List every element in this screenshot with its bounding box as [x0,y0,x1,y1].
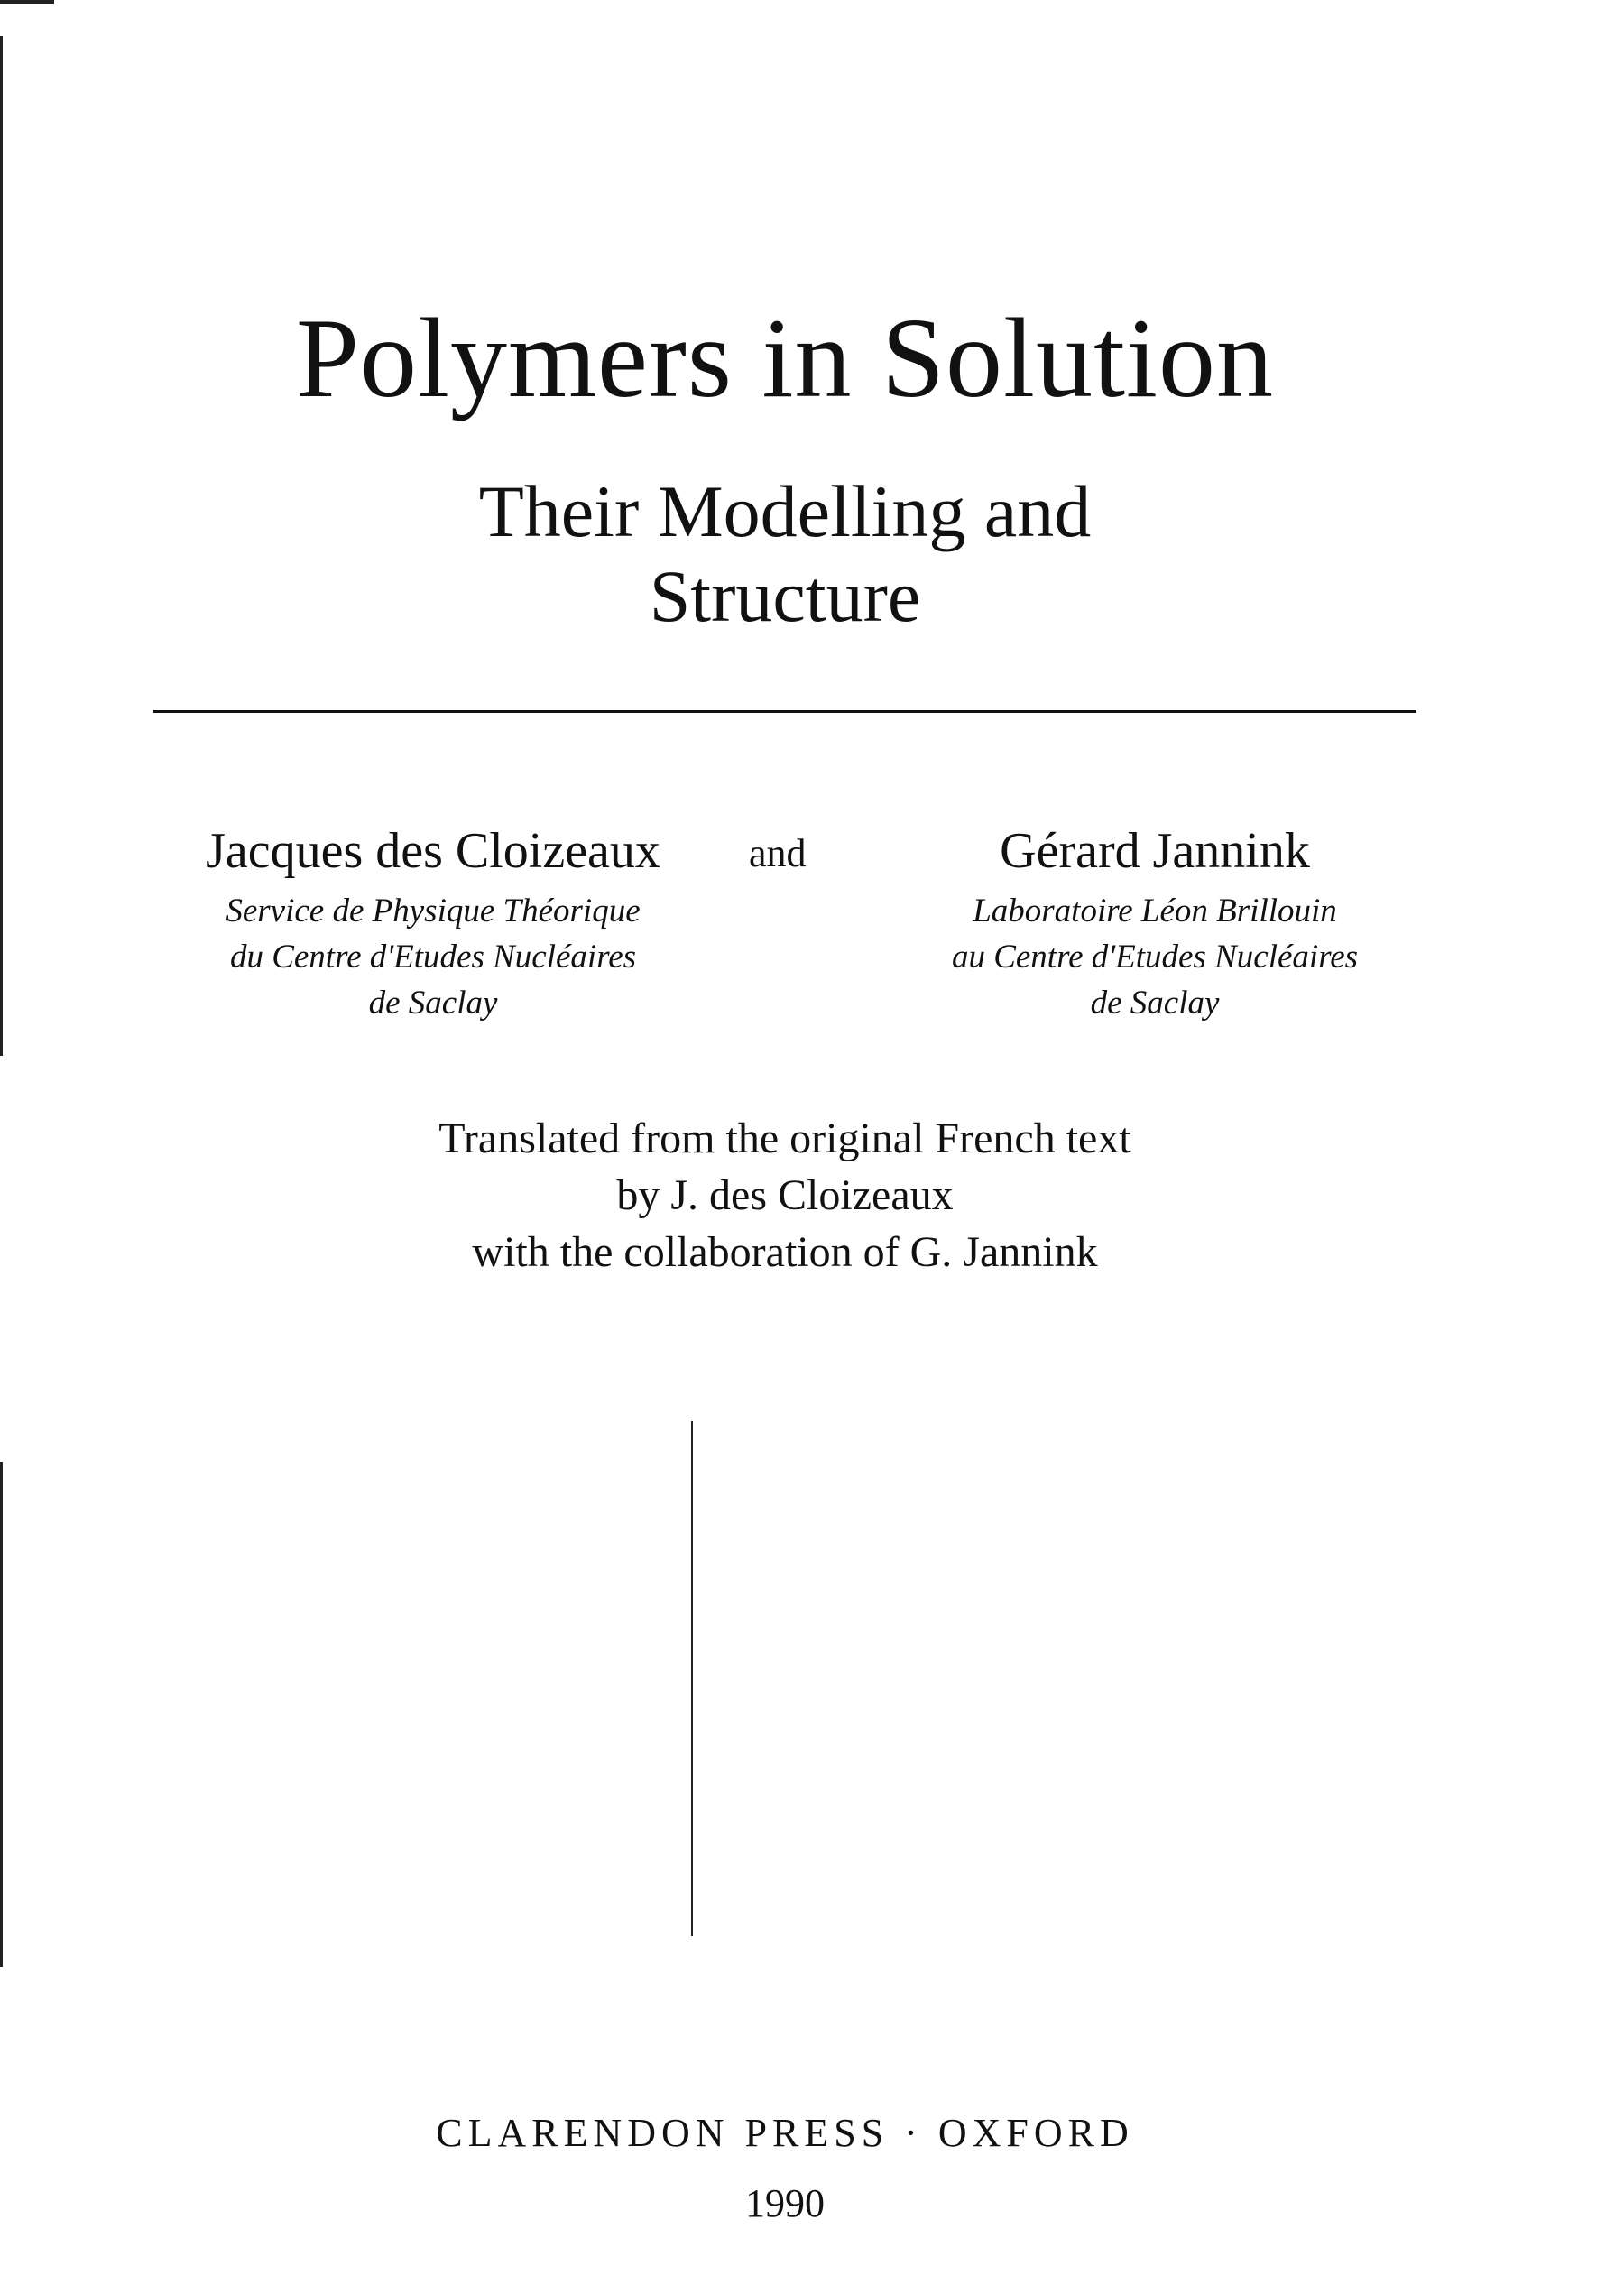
title-divider [153,710,1416,713]
affiliation-line: Service de Physique Théorique [226,893,641,930]
publication-year: 1990 [745,2181,825,2225]
affiliation-line: au Centre d'Etudes Nucléaires [951,939,1359,976]
scan-edge-mark [0,1462,3,1967]
author-affiliation [162,888,704,1026]
affiliation-line: de Saclay [1090,985,1220,1022]
author-block-1 [162,821,704,1026]
affiliation-line: Laboratoire Léon Brillouin [973,893,1337,930]
publisher: CLARENDON PRESS · OXFORD [436,2111,1134,2155]
affiliation-line: du Centre d'Etudes Nucléaires [229,939,637,976]
book-title: Polymers in Solution [295,296,1275,421]
author-affiliation [866,888,1444,1026]
scan-corner-mark [0,0,54,4]
author-name: Jacques des Cloizeaux [206,823,660,879]
book-subtitle [0,469,1570,639]
translation-note [0,1110,1570,1281]
affiliation-line: de Saclay [368,985,498,1022]
subtitle-line: Structure [649,555,921,637]
translation-line: Translated from the original French text [438,1115,1131,1162]
translation-line: with the collaboration of G. Jannink [472,1228,1098,1276]
translation-line: by J. des Cloizeaux [616,1171,954,1219]
subtitle-line: Their Modelling and [478,470,1092,552]
author-block-2 [866,821,1444,1026]
author-conjunction: and [749,831,807,875]
scan-vertical-line [691,1421,693,1936]
author-name: Gérard Jannink [1000,823,1310,879]
